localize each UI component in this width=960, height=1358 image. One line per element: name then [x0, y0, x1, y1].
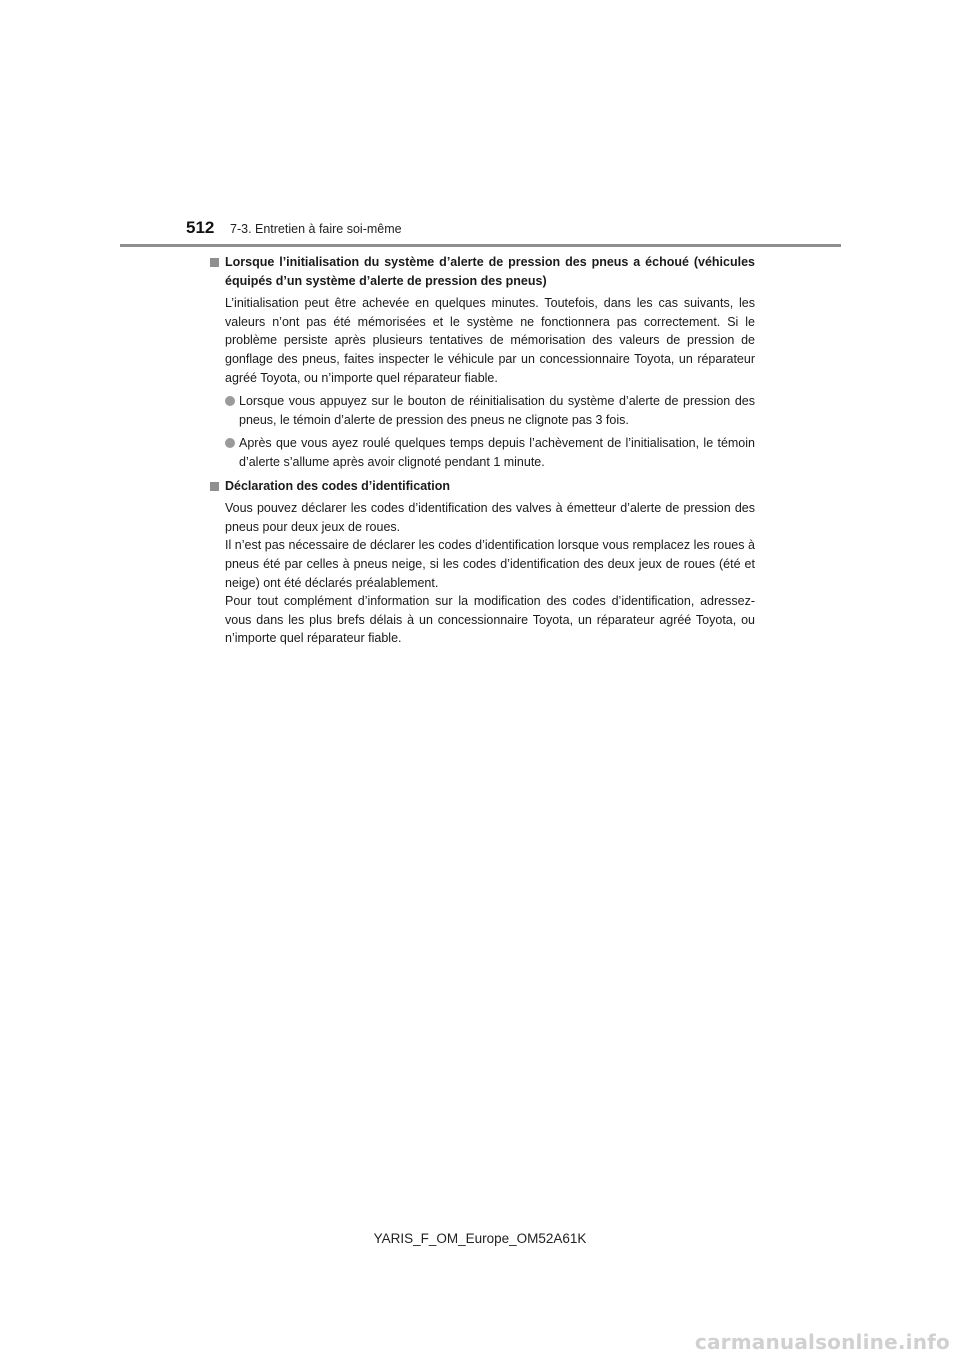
header-divider	[120, 244, 841, 247]
list-item	[225, 392, 755, 429]
paragraph: L’initialisation peut être achevée en quelques minutes. Toutefois, dans les cas suivants, les valeurs n’ont pas été mémorisées et le système ne fonctionnera pas correctement. Si le problème persiste après plusieurs tentatives de mémorisation des valeurs de pression de gonflage des pneus, faites inspecter le véhicule par un concessionnaire Toyota, un réparateur agréé Toyota, ou n’importe quel réparateur fiable.	[225, 296, 755, 385]
section-title: 7-3. Entretien à faire soi-même	[230, 222, 402, 236]
page-number: 512	[186, 218, 215, 237]
watermark: carmanualsonline.info	[694, 1330, 950, 1354]
paragraph-line: Vous pouvez déclarer les codes d’identification des valves à émetteur d’alerte de pression des pneus pour deux jeux de roues.	[225, 501, 755, 534]
list-item-text: Lorsque vous appuyez sur le bouton de réinitialisation du système d’alerte de pression des pneus, le témoin d’alerte de pression des pneus ne clignote pas 3 fois.	[239, 394, 755, 427]
section-heading-text: Lorsque l’initialisation du système d’alerte de pression des pneus a échoué (véhicules équipés d’un système d’alerte de pression des pneus)	[225, 255, 755, 288]
bullet-icon	[225, 438, 235, 448]
paragraph-line: Il n’est pas nécessaire de déclarer les codes d’identification lorsque vous remplacez les roues à pneus été par celles à pneus neige, si les codes d’identification des deux jeux de roues (été et neige) ont été déclarés préalablement.	[225, 538, 755, 590]
section-heading	[210, 477, 755, 496]
page-header	[0, 0, 960, 250]
paragraph-line: Pour tout complément d’information sur la modification des codes d’identification, adressez-vous dans les plus brefs délais à un concessionnaire Toyota, un réparateur agréé Toyota, ou n’importe quel réparateur fiable.	[225, 594, 755, 646]
square-icon	[210, 482, 219, 491]
paragraph	[225, 499, 755, 648]
page-content	[210, 253, 755, 648]
bullet-icon	[225, 396, 235, 406]
list-item	[225, 434, 755, 471]
list-item-text: Après que vous ayez roulé quelques temps depuis l’achèvement de l’initialisation, le témoin d’alerte s’allume après avoir clignoté pendant 1 minute.	[239, 436, 755, 469]
section-heading-text: Déclaration des codes d’identification	[225, 478, 451, 493]
document-code: YARIS_F_OM_Europe_OM52A61K	[373, 1231, 587, 1246]
square-icon	[210, 258, 219, 267]
section-heading	[210, 253, 755, 290]
